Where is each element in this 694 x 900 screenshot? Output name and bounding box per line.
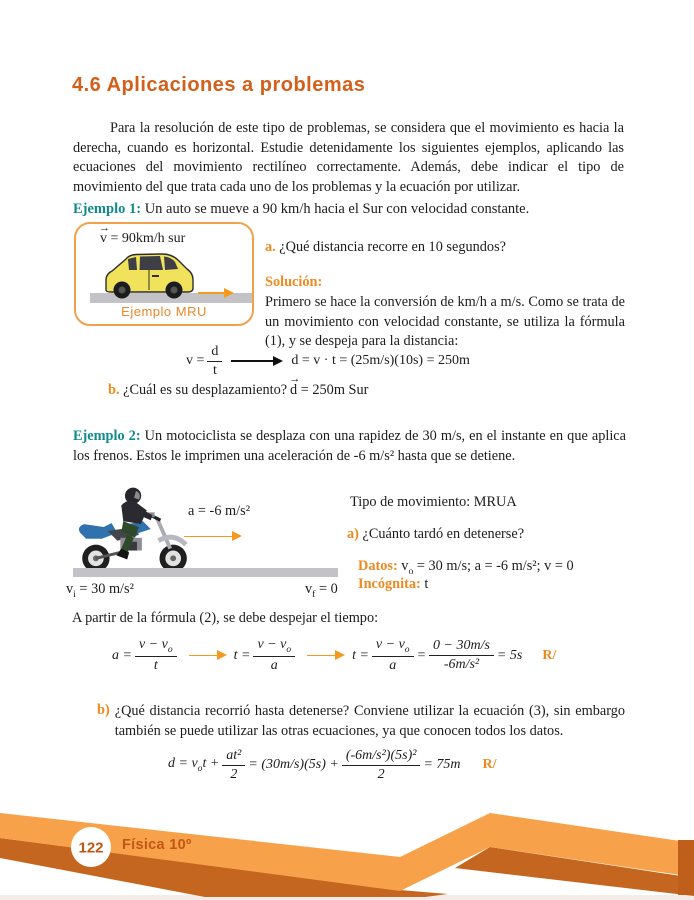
dist-result: = 75m	[423, 757, 461, 773]
motion-arrow-icon	[198, 292, 232, 294]
despeje-text: A partir de la fórmula (2), se debe despejar el tiempo:	[72, 610, 379, 626]
example2-statement: Un motociclista se desplaza con una rapidez de 30 m/s, en el instante en que aplica los frenos. Estos le imprimen una aceleración de -6 m/s² hasta que se detiene.	[73, 428, 627, 464]
car-illustration	[100, 250, 196, 300]
acceleration-label: a = -6 m/s²	[188, 503, 250, 519]
question-b2-line	[97, 702, 625, 741]
fraction-values: $\frac{\text{(-6m/s²)(5s)²}}{2}$	[342, 748, 421, 782]
dist-part1: $d = v_ot$ +	[168, 756, 220, 775]
question-b2-text: ¿Qué distancia recorrió hasta detenerse? Conviene utilizar la ecuación (3), sin embargo también se puede utilizar las otras ecuaciones, ya que conocen todos los datos.	[114, 703, 625, 739]
eq3-equals: =	[416, 647, 427, 663]
motorcycle-illustration	[76, 484, 196, 574]
question-a-text: ¿Qué distancia recorre en 10 segundos?	[275, 239, 506, 255]
motion-type-text: Tipo de movimiento: MRUA	[350, 494, 517, 510]
acceleration-arrow-icon	[184, 536, 240, 538]
question-a2-label: a)	[347, 526, 359, 542]
example1-statement-line	[73, 200, 626, 220]
formula-distance-result: d = v · t = (25m/s)(10s) = 250m	[291, 353, 470, 369]
example1-statement: Un auto se mueve a 90 km/h hacia el Sur con velocidad constante.	[141, 201, 530, 217]
implies-arrow-icon	[189, 655, 225, 657]
vector-arrow-icon: →	[99, 222, 110, 235]
incognita-label: Incógnita:	[358, 576, 421, 592]
eq1-lhs: a =	[112, 647, 132, 663]
displacement-letter: d	[290, 382, 298, 398]
fraction-at2: $\frac{\text{at²}}{2}$	[222, 748, 245, 782]
eq2-lhs: t =	[233, 647, 251, 663]
question-b-text: ¿Cuál es su desplazamiento?	[119, 382, 288, 398]
question-a2-text: ¿Cuánto tardó en detenerse?	[358, 526, 525, 542]
implies-arrow-icon	[307, 655, 343, 657]
footer-ribbon	[0, 800, 694, 900]
datos-line	[358, 558, 574, 577]
page-number: 122	[78, 839, 104, 857]
formula-row-velocity	[186, 344, 470, 378]
displacement-answer	[289, 373, 369, 399]
car-figure-box	[74, 222, 254, 326]
time-result: = 5s	[496, 647, 523, 663]
displacement-value: = 250m Sur	[297, 382, 369, 398]
page-title: 4.6 Aplicaciones a problemas	[72, 74, 366, 96]
intro-paragraph: Para la resolución de este tipo de problemas, se considera que el movimiento es hacia la derecha, cuando es horizontal. Estudie detenidamente los siguientes ejemplos, aplicando las ecuaciones del movimiento rectilíneo correctamente. Además, debe indicar el tipo de movimiento del que trata cada uno de los problemas y la ecuación por utilizar.	[73, 120, 624, 195]
question-b2-label: b)	[97, 702, 110, 718]
formula-lhs: v =	[186, 353, 205, 369]
example2-statement-line	[73, 427, 626, 466]
answer-r-label: R/	[542, 647, 557, 663]
answer-r-label: R/	[482, 757, 497, 773]
question-b-line	[108, 382, 287, 399]
vector-arrow-icon: →	[289, 373, 301, 386]
initial-velocity-label: $v_i = 30$ m/s²	[66, 581, 134, 600]
fraction-d-over-t: $\frac{d}{t}$	[207, 344, 222, 378]
datos-label: Datos:	[358, 558, 398, 574]
question-a-line	[265, 239, 506, 256]
fraction-eq2: $\frac{v - v_o}{a}$	[253, 637, 295, 674]
eq3-lhs: t =	[352, 647, 369, 663]
fraction-eq1: $\frac{v - v_o}{t}$	[135, 637, 177, 674]
datos-values: $v_o = 30$ m/s; a = -6 m/s²; v = 0	[397, 558, 574, 577]
solution-paragraph: Primero se hace la conversión de km/h a m/s. Como se trata de un movimiento con velocidad constante, se utiliza la fórmula (1), y se despeja para la distancia:	[265, 294, 625, 349]
velocity-letter: v	[100, 231, 107, 246]
example1-label: Ejemplo 1:	[73, 201, 142, 217]
incognita-line	[358, 576, 428, 593]
velocity-value: = 90km/h sur	[107, 231, 186, 246]
velocity-vector	[99, 222, 110, 247]
incognita-value: t	[420, 576, 429, 592]
road-2	[73, 568, 338, 577]
formula-row-time	[112, 637, 556, 674]
example2-label: Ejemplo 2:	[73, 428, 141, 444]
dist-part2: = (30m/s)(5s) +	[248, 757, 339, 773]
implies-arrow-icon	[231, 360, 281, 362]
figure-caption: Ejemplo MRU	[121, 304, 207, 319]
fraction-eq3-values: $\frac{0 - 30m/s}{\text{-6m/s²}}$	[429, 638, 494, 672]
book-title: Física 10º	[122, 837, 192, 853]
solution-label: Solución:	[265, 274, 323, 290]
velocity-label	[99, 222, 186, 247]
final-velocity-label: $v_f = 0$	[305, 581, 338, 600]
fraction-eq3: $\frac{v - v_o}{a}$	[372, 637, 414, 674]
question-a2-line	[347, 526, 524, 543]
question-b-label: b.	[108, 382, 120, 398]
formula-row-distance	[168, 748, 497, 782]
displacement-vector	[289, 373, 301, 399]
question-a-label: a.	[265, 239, 276, 255]
